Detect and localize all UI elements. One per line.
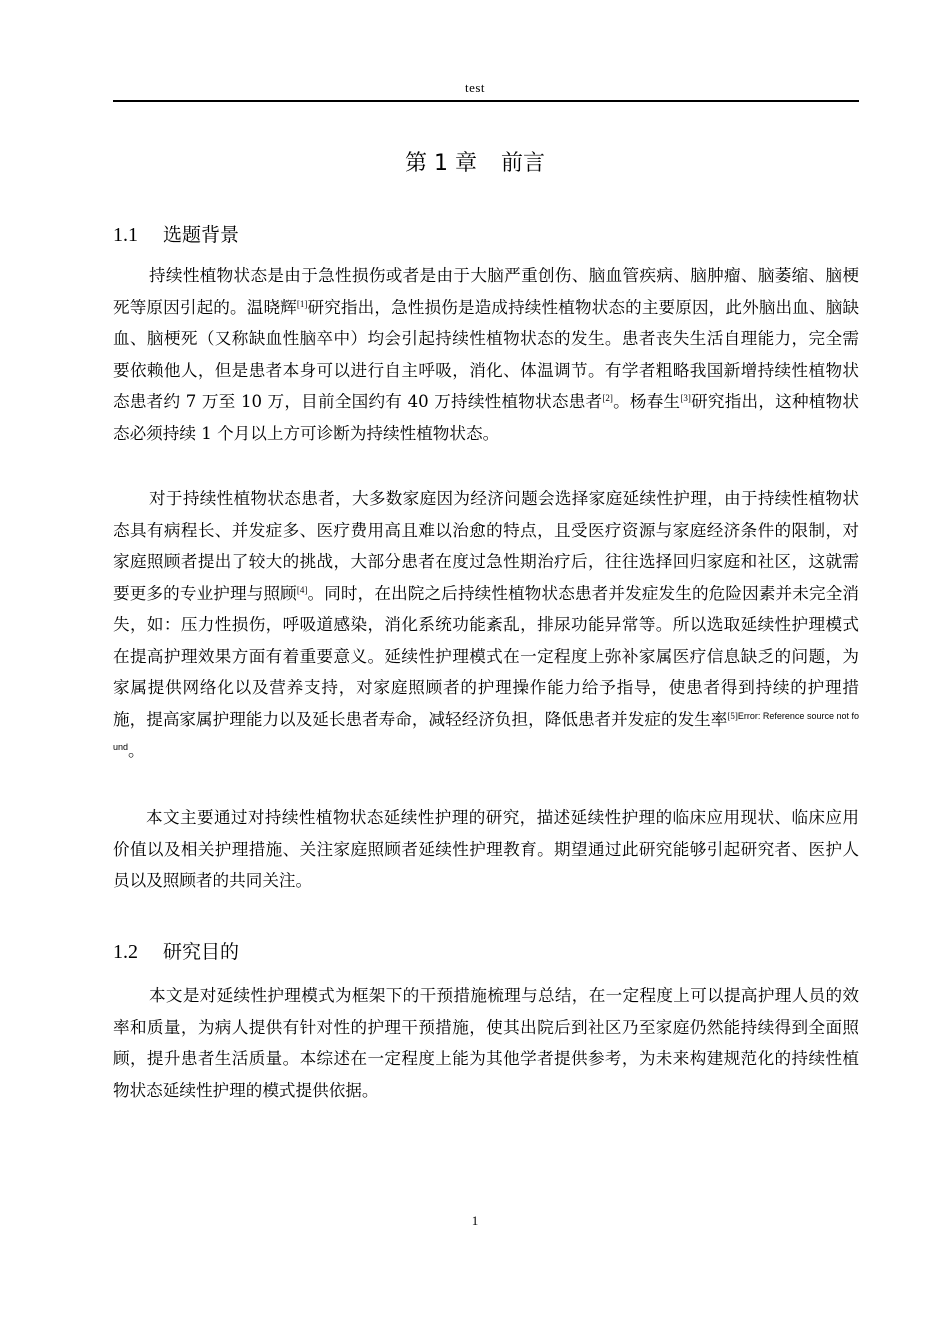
section-title: 研究目的	[163, 941, 240, 963]
text-run: 研究指出，这种植物状态必须持续 1 个月以上方可诊断为持续性植物状态。	[113, 392, 860, 443]
chapter-name: 前言	[500, 151, 545, 176]
paragraph-purpose: 本文是对延续性护理模式为框架下的干预措施梳理与总结，在一定程度上可以提高护理人员的效率和质量，为病人提供有针对性的护理干预措施，使其出院后到社区乃至家庭仍然能持续得到全面照顾，提升患者生活质量。本综述在一定程度上能为其他学者提供参考，为未来构建规范化的持续性植物状态延续性护理的模式提供依据。	[113, 986, 859, 1100]
header-rule	[113, 100, 859, 102]
citation-ref: [3]	[680, 393, 691, 403]
paragraph-background-3: 本文主要通过对持续性植物状态延续性护理的研究，描述延续性护理的临床应用现状、临床应用价值以及相关护理措施、关注家庭照顾者延续性护理教育。期望通过此研究能够引起研究者、医护人员以及照顾者的共同关注。	[113, 808, 859, 890]
text-run: 。杨春生	[612, 392, 681, 411]
section-heading-1-1	[113, 220, 239, 247]
page-number: 1	[471, 1213, 479, 1228]
citation-ref: [2]	[602, 393, 613, 403]
chapter-title	[0, 146, 950, 177]
running-header: test	[464, 80, 486, 95]
text-run: 对于持续性植物状态患者，大多数家庭因为经济问题会选择家庭延续性护理，由于持续性植物状态具有病程长、并发症多、医疗费用高且难以治愈的特点，且受医疗资源与家庭经济条件的限制，对家庭照顾者提出了较大的挑战，大部分患者在度过急性期治疗后，往往选择回归家庭和社区，这就需要更多的专业护理与照顾	[113, 489, 859, 603]
section-number: 1.1	[113, 224, 138, 246]
paragraph-background-2	[113, 483, 859, 767]
citation-ref: [1]	[296, 298, 308, 309]
text-run: 。同时，在出院之后持续性植物状态患者并发症发生的危险因素并未完全消失，如：压力性损伤，呼吸道感染，消化系统功能紊乱，排尿功能异常等。所以选取延续性护理模式在提高护理效果方面有着重要意义。延续性护理模式在一定程度上弥补家属医疗信息缺乏的问题，为家属提供网络化以及营养支持，对家庭照顾者的护理操作能力给予指导，使患者得到持续的护理措施，提高家属护理能力以及延长患者寿命，减轻经济负担，降低患者并发症的发生率	[113, 583, 859, 729]
section-heading-1-2	[113, 937, 239, 964]
text-run: 研究指出，急性损伤是造成持续性植物状态的主要原因，此外脑出血、脑缺血、脑梗死（又称缺血性脑卒中）均会引起持续性植物状态的发生。患者丧失生活自理能力，完全需要依赖他人，但是患者本身可以进行自主呼吸，消化、体温调节。有学者粗略我国新增持续性植物状态患者约 7 万至 10 万，目前全国约有 40 万持续性植物状态患者	[113, 297, 859, 411]
section-number: 1.2	[113, 941, 138, 963]
chapter-label: 第 1 章	[405, 151, 477, 176]
paragraph-background-1	[113, 260, 859, 449]
reference-error: Error: Reference source not found	[113, 710, 859, 752]
text-run: 。	[128, 741, 145, 760]
citation-ref: [5]	[727, 710, 738, 721]
text-run: 持续性植物状态是由于急性损伤或者是由于大脑严重创伤、脑血管疾病、脑肿瘤、脑萎缩、脑梗死等原因引起的。温晓辉	[113, 266, 859, 317]
section-title: 选题背景	[163, 224, 240, 246]
citation-ref: [4]	[296, 584, 308, 595]
